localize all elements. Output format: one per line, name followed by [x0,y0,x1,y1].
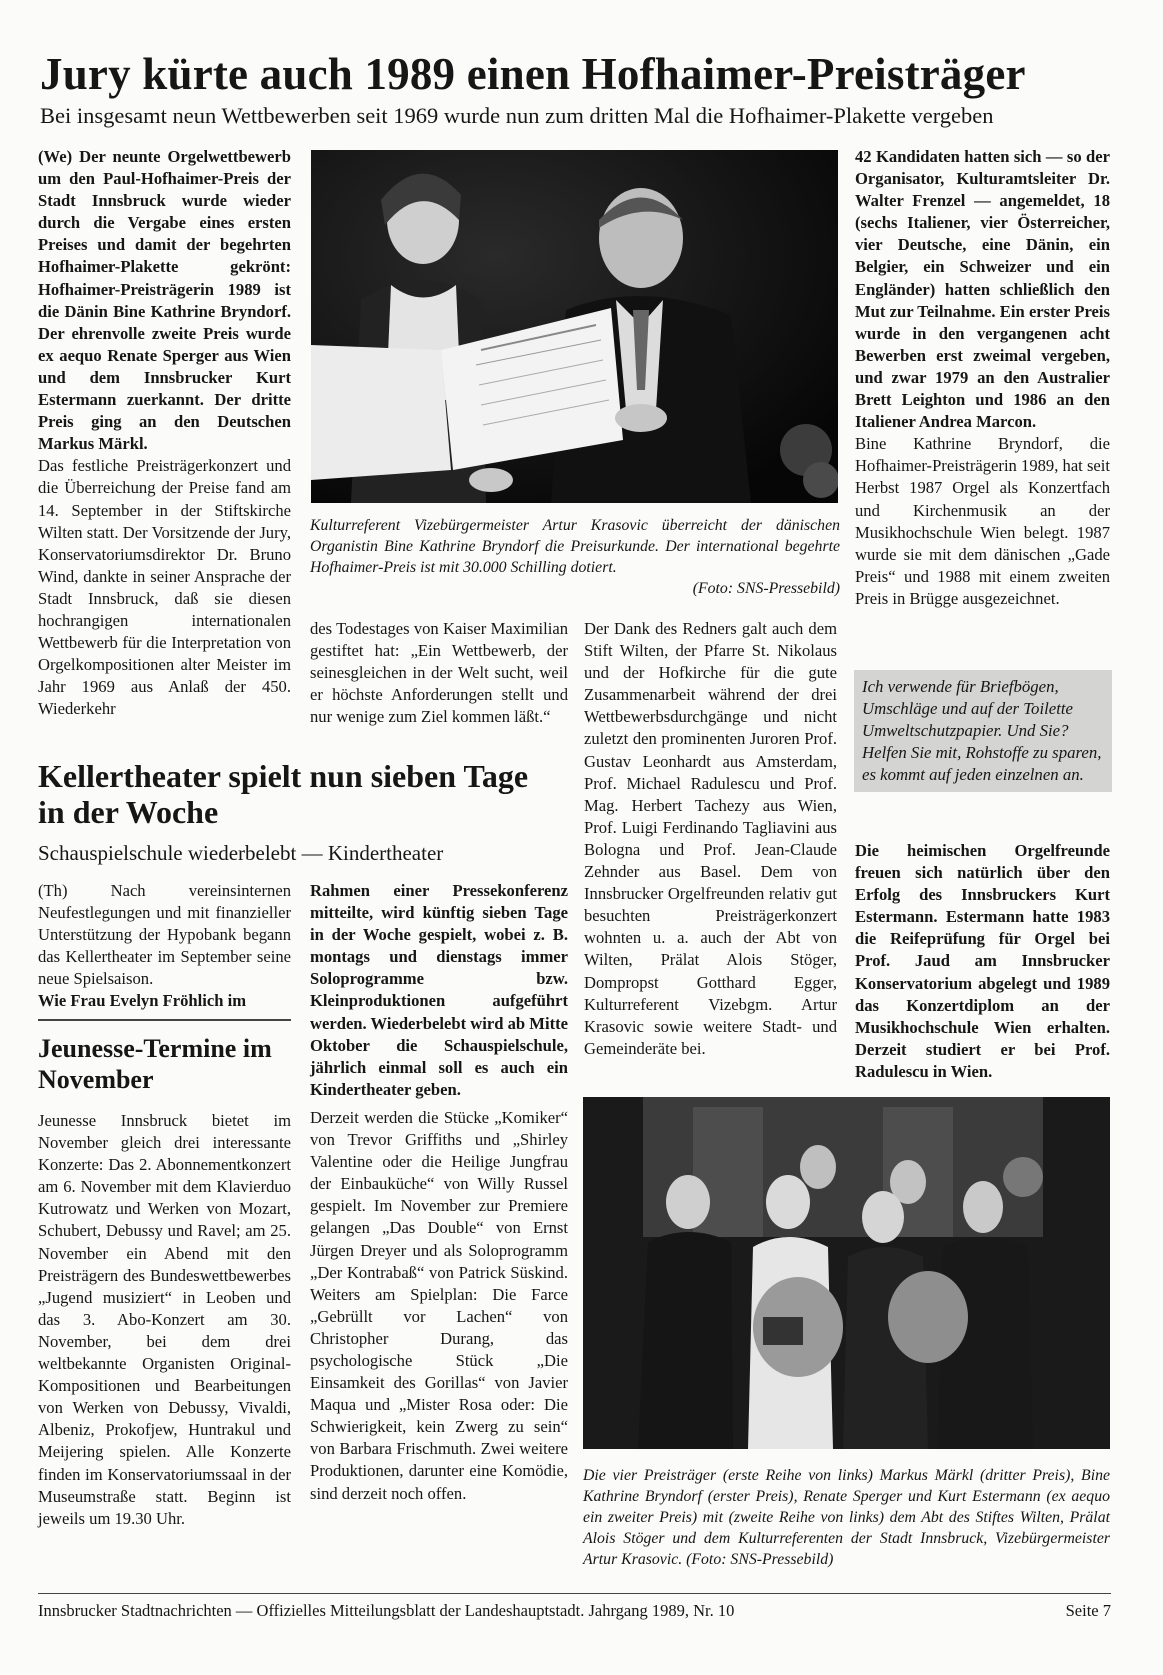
award-photo-caption-text: Kulturreferent Vizebürgermeister Artur Krasovic überreicht der dänischen Organistin Bine Kathrine Bryndorf die Preisurkunde. Der international begehrte Hofhaimer-Preis ist mit 30.000 Schilling dotiert. [310,517,840,576]
kellertheater-col1-bold: Wie Frau Evelyn Fröhlich im [38,991,247,1011]
environment-promo-box [854,670,1112,792]
kellertheater-col2-body: Derzeit werden die Stücke „Komiker“ von Trevor Griffiths und „Shirley Valentine oder die Heilige Jungfrau der Einbauküche“ von Willy Russel gespielt. Im November zur Premiere gelangen „Das Double“ von Ernst Jürgen Dreyer und als Soloprogramm „Der Kontrabaß“ von Patrick Süskind. Weiters am Spielplan: Die Farce „Gebrüllt vor Lachen“ von Christopher Durang, das psychologische Stück „Die Einsamkeit des Gorillas“ von Javier Maqua und „Mister Rosa oder: Die Schwierigkeit, kein Zwerg zu sein“ von Barbara Frischmuth. Zwei weitere Produktionen, darunter eine Komödie, sind derzeit noch offen. [310,1107,568,1503]
kellertheater-col1-text: (Th) Nach vereinsinternen Neufestlegungen und mit finanzieller Unterstützung der Hypobank begann das Kellertheater im September seine neue Spielsaison. [38,881,291,989]
award-photo-caption [310,515,840,599]
article1-column-4 [855,146,1110,610]
article1-column-3 [584,618,837,1060]
article1-column-1 [38,146,291,720]
jeunesse-column [38,1110,291,1530]
footer-publication: Innsbrucker Stadtnachrichten — Offizielles Mitteilungsblatt der Landeshauptstadt. Jahrgang 1989, Nr. 10 [38,1601,735,1620]
article-subheadline: Bei insgesamt neun Wettbewerben seit 1969 wurde nun zum dritten Mal die Hofhaimer-Plakette vergeben [40,103,994,128]
award-photo-image [311,150,838,503]
award-photo [311,150,838,503]
article1-col4-bold: 42 Kandidaten hatten sich — so der Organisator, Kulturamtsleiter Dr. Walter Frenzel — angemeldet, 18 (sechs Italiener, vier Österreicher, vier Deutsche, eine Dänin, ein Belgier, ein Schweizer und ein Engländer) hatten schließlich den Mut zur Teilnahme. Ein erster Preis wurde in den vergangenen acht Bewerben erst zweimal vergeben, und zwar 1979 an den Australier Brett Leighton und 1986 an den Italiener Andrea Marcon. [855,147,1110,432]
article1-column-2 [310,618,568,728]
kellertheater-column-1 [38,880,291,1013]
footer-rule [38,1593,1111,1594]
jeunesse-headline: Jeunesse-Termine im November [38,1034,272,1094]
award-photo-credit: (Foto: SNS-Pressebild) [692,580,840,597]
kellertheater-column-2 [310,880,568,1505]
article1-col4-body: Bine Kathrine Bryndorf, die Hofhaimer-Preisträgerin 1989, hat seit Herbst 1987 Orgel als Konzertfach und Kirchenmusik an der Musikhochschule Wien belegt. 1987 wurde sie mit dem dänischen „Gade Preis“ und 1988 mit einem zweiten Preis in Brügge ausgezeichnet. [855,434,1110,608]
kellertheater-subheadline: Schauspielschule wiederbelebt — Kindertheater [38,841,444,865]
article-headline: Jury kürte auch 1989 einen Hofhaimer-Preisträger [40,49,1026,99]
kellertheater-col2-bold: Rahmen einer Pressekonferenz mitteilte, wird künftig sieben Tage in der Woche gespielt, wobei z. B. montags und dienstags immer Soloprogramme bzw. Kleinproduktionen aufgeführt werden. Wiederbelebt wird ab Mitte Oktober die Schauspielschule, jährlich einmal soll es auch ein Kindertheater geben. [310,881,568,1099]
jeunesse-body: Jeunesse Innsbruck bietet im November gleich drei interessante Konzerte: Das 2. Abonnementkonzert am 6. November mit dem Klavierduo Kutrowatz und Werken von Mozart, Schubert, Debussy und Ravel; am 25. November ein Abend mit den Preisträgern des Bundeswettbewerbes „Jugend musiziert“ in Leoben und das 3. Abo-Konzert am 30. November, bei dem drei weltbekannte Organisten Original-Kompositionen und Bearbeitungen von Werken von Debussy, Vivaldi, Albeniz, Prokofjew, Huntrakul und Meijering spielen. Alle Konzerte finden im Konservatoriumssaal in der Museumstraße statt. Beginn ist jeweils um 19.30 Uhr. [38,1111,291,1528]
page-number: Seite 7 [1065,1601,1111,1620]
article1-column-4-bottom [855,840,1110,1083]
article1-col4-bottom-text: Die heimischen Orgelfreunde freuen sich natürlich über den Erfolg des Innsbruckers Kurt Estermann. Estermann hatte 1983 die Reifeprüfung für Orgel bei Prof. Jaud am Innsbrucker Konservatorium abgelegt und 1989 das Konzertdiplom an der Musikhochschule Wien erhalten. Derzeit studiert er bei Prof. Radulescu in Wien. [855,841,1110,1081]
prizewinners-photo [583,1097,1110,1449]
kellertheater-headline: Kellertheater spielt nun sieben Tage in der Woche [38,758,529,830]
article1-lead: (We) Der neunte Orgelwettbewerb um den Paul-Hofhaimer-Preis der Stadt Innsbruck wurde wieder durch die Vergabe eines ersten Preises und damit der begehrten Hofhaimer-Plakette gekrönt: Hofhaimer-Preisträgerin 1989 ist die Dänin Bine Kathrine Bryndorf. Der ehrenvolle zweite Preis wurde ex aequo Renate Sperger aus Wien und dem Innsbrucker Kurt Estermann zuerkannt. Der dritte Preis ging an den Deutschen Markus Märkl. [38,147,291,454]
article1-col1-body: Das festliche Preisträgerkonzert und die Überreichung der Preise fand am 14. September in der Stiftskirche Wilten statt. Der Vorsitzende der Jury, Konservatoriumsdirektor Dr. Bruno Wind, dankte in seiner Ansprache der Stadt Innsbruck, daß sie diesen hochrangigen internationalen Wettbewerb für die Interpretation von Orgelkompositionen alter Meister im Jahr 1969 aus Anlaß der 450. Wiederkehr [38,456,291,719]
prizewinners-photo-image [583,1097,1110,1449]
prizewinners-photo-caption: Die vier Preisträger (erste Reihe von links) Markus Märkl (dritter Preis), Bine Kathrine Bryndorf (erster Preis), Renate Sperger und Kurt Estermann (ex aequo ein zweiter Preis) mit (zweite Reihe von links) dem Abt des Stiftes Wilten, Prälat Alois Stöger und dem Kulturreferenten der Stadt Innsbruck, Vizebürgermeister Artur Krasovic. (Foto: SNS-Pressebild) [583,1467,1110,1568]
article1-col2-body: des Todestages von Kaiser Maximilian gestiftet hat: „Ein Wettbewerb, der seinesgleichen in der Welt sucht, weil er höchste Anforderungen stellt und nur wenige zum Ziel kommen läßt.“ [310,619,568,727]
article1-col3-body: Der Dank des Redners galt auch dem Stift Wilten, der Pfarre St. Nikolaus und der Hofkirche für die gute Zusammenarbeit während der drei Wettbewerbsdurchgänge und nicht zuletzt den prominenten Juroren Prof. Gustav Leonhardt aus Amsterdam, Prof. Michael Radulescu und Prof. Mag. Herbert Tachezy aus Wien, Prof. Luigi Ferdinando Tagliavini aus Bologna und Prof. Jean-Claude Zehnder aus Basel. Dem von Innsbrucker Orgelfreunden relativ gut besuchten Preisträgerkonzert wohnten u. a. auch der Abt von Wilten, Prälat Alois Stöger, Dompropst Gotthard Egger, Kulturreferent Vizebgm. Artur Krasovic sowie weitere Stadt- und Gemeinderäte bei. [584,619,837,1058]
section-divider [38,1019,291,1021]
promo-text: Ich verwende für Briefbögen, Umschläge und auf der Toilette Umweltschutzpapier. Und Sie? Helfen Sie mit, Rohstoffe zu sparen, es kommt auf jeden einzelnen an. [862,677,1102,784]
